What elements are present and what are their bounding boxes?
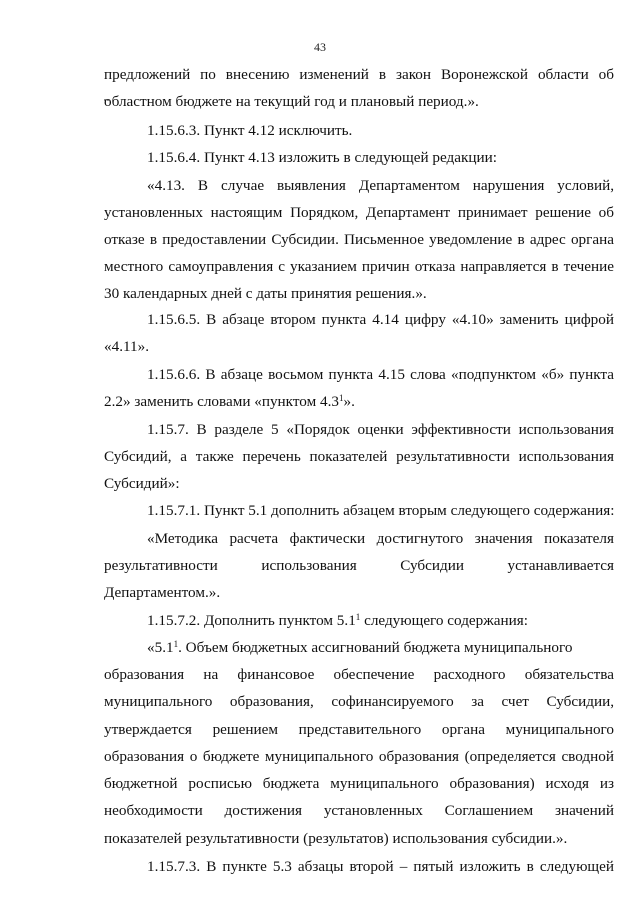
text-line: отказе в предоставлении Субсидии. Письменное уведомление в адрес органа [104, 231, 614, 248]
text-line: 2.2» заменить словами «пунктом $4.3^1$». [104, 393, 355, 410]
text-line: 1.15.6.4. Пункт 4.13 изложить в следующей редакции: [147, 149, 497, 166]
text-line: местного самоуправления с указанием причин отказа направляется в течение [104, 258, 614, 275]
text-line: образования о бюджете муниципального образования (определяется сводной [104, 748, 614, 765]
text-line: 1.15.6.3. Пункт 4.12 исключить. [147, 122, 353, 139]
text-line: 30 календарных дней с даты принятия решения.». [104, 285, 427, 302]
text-line: 1.15.6.5. В абзаце втором пункта 4.14 цифру «4.10» заменить цифрой [147, 311, 614, 328]
text-line: 1.15.7.1. Пункт 5.1 дополнить абзацем вторым следующего содержания: [147, 502, 615, 519]
page-number: 43 [314, 40, 326, 54]
superscript: 1 [339, 393, 344, 403]
text-line: «$5.1^1$. Объем бюджетных ассигнований бюджета муниципального [147, 639, 573, 656]
text-line: предложений по внесению изменений в закон Воронежской области об [104, 66, 614, 83]
text-line: бюджетной росписью бюджета муниципального образования) исходя из [104, 775, 614, 792]
text-line: 1.15.7.2. Дополнить пунктом $5.1^1$ следующего содержания: [147, 612, 528, 629]
text-line: 1.15.6.6. В абзаце восьмом пункта 4.15 слова «подпунктом «б» пункта [147, 366, 614, 383]
superscript: 1 [173, 639, 179, 649]
scan-artifact [104, 88, 112, 91]
text-line: областном бюджете на текущий год и плановый период.». [104, 93, 479, 110]
text-line: установленных настоящим Порядком, Департамент принимает решение об [104, 204, 614, 221]
text-line: показателей результативности (результатов) использования субсидии.». [104, 830, 568, 847]
text-line: «Методика расчета фактически достигнутого значения показателя [147, 530, 614, 547]
text-line: утверждается решением представительного органа муниципального [104, 721, 614, 738]
text-line: Субсидий, а также перечень показателей результативности использования [104, 448, 614, 465]
text-line: муниципального образования, софинансируемого за счет Субсидии, [104, 693, 614, 710]
text-line: образования на финансовое обеспечение расходного обязательства [104, 666, 614, 683]
superscript: 1 [355, 612, 361, 622]
text-line: результативности использования Субсидии устанавливается [104, 557, 614, 574]
text-line: «4.13. В случае выявления Департаментом нарушения условий, [147, 177, 614, 194]
text-line: Департаментом.». [104, 584, 221, 601]
text-line: 1.15.7. В разделе 5 «Порядок оценки эффективности использования [147, 421, 614, 438]
text-line: необходимости достижения установленных Соглашением значений [104, 802, 614, 819]
text-line: «4.11». [104, 338, 149, 355]
text-line: 1.15.7.3. В пункте 5.3 абзацы второй – пятый изложить в следующей [147, 858, 614, 875]
text-line: Субсидий»: [104, 475, 180, 492]
